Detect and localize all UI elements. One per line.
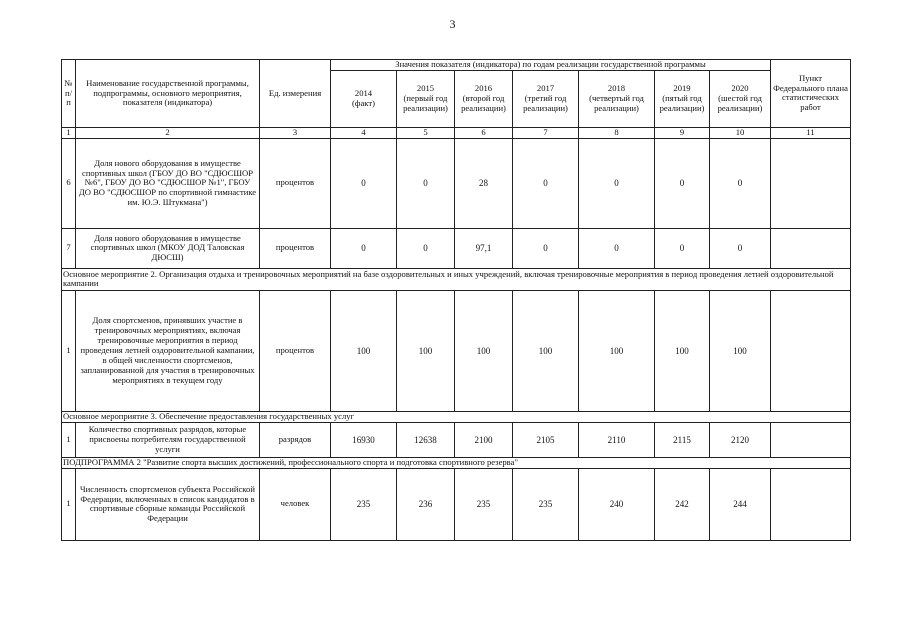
column-number: 1 — [62, 127, 76, 138]
header-values-group: Значения показателя (индикатора) по годам реализации государственной программы — [331, 60, 771, 71]
value-2014: 100 — [331, 290, 397, 411]
value-2017: 100 — [513, 290, 579, 411]
value-2017: 235 — [513, 468, 579, 540]
value-2015: 100 — [397, 290, 455, 411]
column-number: 7 — [513, 127, 579, 138]
column-number: 8 — [579, 127, 655, 138]
page-number: 3 — [449, 17, 456, 31]
row-num: 1 — [62, 422, 76, 457]
header-year-2019: 2019 (пятый год реализации) — [655, 70, 710, 127]
value-2017: 2105 — [513, 422, 579, 457]
header-federal-plan: Пункт Федерального плана статистических работ — [771, 60, 851, 128]
value-2014: 16930 — [331, 422, 397, 457]
column-number: 9 — [655, 127, 710, 138]
indicator-name: Доля спортсменов, принявших участие в тренировочных мероприятиях, включая тренировочные мероприятия в период проведения летней оздоровительной кампании, в общей численности спортсменов, запланированной для участия в тренировочных мероприятиях в текущем году — [76, 290, 260, 411]
indicator-unit: процентов — [260, 138, 331, 228]
value-2014: 0 — [331, 138, 397, 228]
value-2020: 2120 — [710, 422, 771, 457]
table-row — [62, 422, 851, 457]
section-heading: Основное мероприятие 2. Организация отдыха и тренировочных мероприятий на базе оздоровительных и иных учреждений, включая тренировочные мероприятия в период проведения летней оздоровительной кампании — [62, 268, 851, 290]
row-num: 7 — [62, 228, 76, 268]
federal-plan-cell — [771, 468, 851, 540]
value-2019: 242 — [655, 468, 710, 540]
header-year-2015: 2015 (первый год реализации) — [397, 70, 455, 127]
header-year-2018: 2018 (четвертый год реализации) — [579, 70, 655, 127]
column-number: 5 — [397, 127, 455, 138]
indicator-unit: разрядов — [260, 422, 331, 457]
value-2016: 235 — [455, 468, 513, 540]
value-2019: 2115 — [655, 422, 710, 457]
indicator-unit: человек — [260, 468, 331, 540]
indicators-table — [61, 59, 851, 541]
value-2019: 100 — [655, 290, 710, 411]
header-year-2014: 2014 (факт) — [331, 70, 397, 127]
indicator-name: Численность спортсменов субъекта Российской Федерации, включенных в список кандидатов в спортивные сборные команды Российской Федерации — [76, 468, 260, 540]
value-2019: 0 — [655, 228, 710, 268]
value-2015: 0 — [397, 138, 455, 228]
value-2014: 235 — [331, 468, 397, 540]
row-num: 6 — [62, 138, 76, 228]
header-num: № п/п — [62, 60, 76, 128]
value-2017: 0 — [513, 228, 579, 268]
row-num: 1 — [62, 290, 76, 411]
header-unit: Ед. измерения — [260, 60, 331, 128]
column-number: 6 — [455, 127, 513, 138]
table-row — [62, 138, 851, 228]
value-2016: 100 — [455, 290, 513, 411]
value-2018: 100 — [579, 290, 655, 411]
header-year-2016: 2016 (второй год реализации) — [455, 70, 513, 127]
column-number: 11 — [771, 127, 851, 138]
value-2018: 2110 — [579, 422, 655, 457]
federal-plan-cell — [771, 138, 851, 228]
value-2015: 236 — [397, 468, 455, 540]
value-2015: 0 — [397, 228, 455, 268]
federal-plan-cell — [771, 228, 851, 268]
indicator-name: Доля нового оборудования в имуществе спортивных школ (ГБОУ ДО ВО "СДЮСШОР №6", ГБОУ ДО ВО "СДЮСШОР №1", ГБОУ ДО ВО "СДЮСШОР по спортивной гимнастике им. Ю.Э. Штукмана") — [76, 138, 260, 228]
section-heading: Основное мероприятие 3. Обеспечение предоставления государственных услуг — [62, 411, 851, 422]
header-year-2020: 2020 (шестой год реализации) — [710, 70, 771, 127]
value-2019: 0 — [655, 138, 710, 228]
table-row — [62, 228, 851, 268]
indicator-unit: процентов — [260, 228, 331, 268]
column-number: 4 — [331, 127, 397, 138]
value-2018: 0 — [579, 138, 655, 228]
subprogram-heading: ПОДПРОГРАММА 2 "Развитие спорта высших достижений, профессионального спорта и подготовка спортивного резерва" — [62, 457, 851, 468]
value-2018: 240 — [579, 468, 655, 540]
value-2015: 12638 — [397, 422, 455, 457]
value-2016: 28 — [455, 138, 513, 228]
row-num: 1 — [62, 468, 76, 540]
value-2020: 100 — [710, 290, 771, 411]
value-2016: 2100 — [455, 422, 513, 457]
value-2014: 0 — [331, 228, 397, 268]
value-2018: 0 — [579, 228, 655, 268]
header-year-2017: 2017 (третий год реализации) — [513, 70, 579, 127]
federal-plan-cell — [771, 422, 851, 457]
column-numbers-row — [62, 127, 851, 138]
federal-plan-cell — [771, 290, 851, 411]
indicator-name: Количество спортивных разрядов, которые присвоены потребителям государственной услуги — [76, 422, 260, 457]
table-row — [62, 290, 851, 411]
indicator-unit: процентов — [260, 290, 331, 411]
column-number: 3 — [260, 127, 331, 138]
value-2020: 244 — [710, 468, 771, 540]
value-2020: 0 — [710, 138, 771, 228]
value-2020: 0 — [710, 228, 771, 268]
column-number: 2 — [76, 127, 260, 138]
value-2017: 0 — [513, 138, 579, 228]
table-row — [62, 468, 851, 540]
indicator-name: Доля нового оборудования в имуществе спортивных школ (МКОУ ДОД Таловская ДЮСШ) — [76, 228, 260, 268]
value-2016: 97,1 — [455, 228, 513, 268]
column-number: 10 — [710, 127, 771, 138]
header-name: Наименование государственной программы, подпрограммы, основного мероприятия, показателя (индикатора) — [76, 60, 260, 128]
